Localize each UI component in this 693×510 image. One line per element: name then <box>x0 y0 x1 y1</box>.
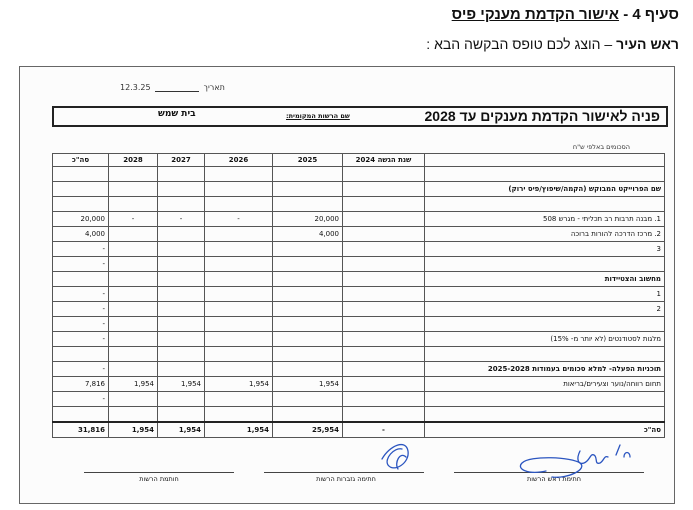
amount-cell: 20,000 <box>53 212 109 227</box>
amount-cell: - <box>109 212 158 227</box>
row-label: מלגות לסטודנטים (לא יותר מ- 15%) <box>425 332 665 347</box>
request-form <box>19 66 675 504</box>
row-label: 1 <box>425 287 665 302</box>
handwritten-signatures <box>20 67 674 503</box>
column-header: 2025 <box>273 154 343 167</box>
head-label: חתימת ראש הרשות <box>527 475 581 483</box>
amount-cell: 20,000 <box>273 212 343 227</box>
row-label: תוכניות הפעלה- למלא סכומים בעמודות 2025-2028 <box>425 362 665 377</box>
amount-cell: 1,954 <box>205 377 273 392</box>
column-header: סה"כ <box>53 154 109 167</box>
row-label: 2 <box>425 302 665 317</box>
head-signature-loop <box>520 458 581 478</box>
section-heading <box>452 6 679 23</box>
amounts-note: הסכומים באלפי ש"ח <box>572 143 630 151</box>
column-header: שנת הגשה 2024 <box>343 154 425 167</box>
section-title: אישור הקדמת מענקי פיס <box>451 6 620 23</box>
date-label: תאריך <box>203 83 225 92</box>
amount-cell: 1,954 <box>273 377 343 392</box>
amount-cell: 25,954 <box>273 422 343 438</box>
date-value: 12.3.25 <box>120 83 151 92</box>
amount-cell: 1,954 <box>205 422 273 438</box>
amount-cell: - <box>53 392 109 407</box>
row-label: מחשוב והצטיידות <box>425 272 665 287</box>
amount-cell: - <box>53 332 109 347</box>
row-label: תחום רווחה/נוער וצעירים/בריאות <box>425 377 665 392</box>
amount-cell: - <box>53 317 109 332</box>
row-label: סה"כ <box>425 422 665 438</box>
intro-line <box>426 36 679 52</box>
head-signature-scribble <box>578 445 630 463</box>
section-prefix: סעיף 4 - <box>619 6 679 23</box>
amount-cell: 1,954 <box>158 422 205 438</box>
intro-rest: – הוצג לכם טופס הבקשה הבא : <box>426 36 617 52</box>
authority-value: בית שמש <box>158 109 196 119</box>
row-label: שם הפרוייקט המבוקש (הקמה/שיפוץ/פיס ירוק) <box>425 182 665 197</box>
column-header: 2026 <box>205 154 273 167</box>
authority-label: שם הרשות המקומית: <box>286 112 350 120</box>
stamp-label: חותמת הרשות <box>139 475 179 483</box>
treasurer-signature <box>382 445 408 469</box>
amount-cell: - <box>53 302 109 317</box>
amount-cell: - <box>53 362 109 377</box>
row-label: 2. מרכז הדרכה להורות ברוכה <box>425 227 665 242</box>
treasurer-label: חתימה גזברות הרשות <box>316 475 376 483</box>
amount-cell: 1,954 <box>109 377 158 392</box>
row-label: 3 <box>425 242 665 257</box>
amount-cell: 4,000 <box>273 227 343 242</box>
amount-cell: 1,954 <box>109 422 158 438</box>
amount-cell: - <box>343 422 425 438</box>
amount-cell: - <box>53 257 109 272</box>
amount-cell: - <box>53 242 109 257</box>
column-header: 2027 <box>158 154 205 167</box>
amount-cell: 4,000 <box>53 227 109 242</box>
amount-cell: - <box>53 287 109 302</box>
amount-cell: 1,954 <box>158 377 205 392</box>
amount-cell: - <box>205 212 273 227</box>
column-header: 2028 <box>109 154 158 167</box>
amount-cell: - <box>158 212 205 227</box>
intro-bold: ראש העיר <box>616 36 679 52</box>
amount-cell: 7,816 <box>53 377 109 392</box>
form-title: פניה לאישור הקדמת מענקים עד 2028 <box>424 108 660 124</box>
amount-cell: 31,816 <box>53 422 109 438</box>
row-label: 1. מבנה תרבות רב תכליתי - מגרש 508 <box>425 212 665 227</box>
